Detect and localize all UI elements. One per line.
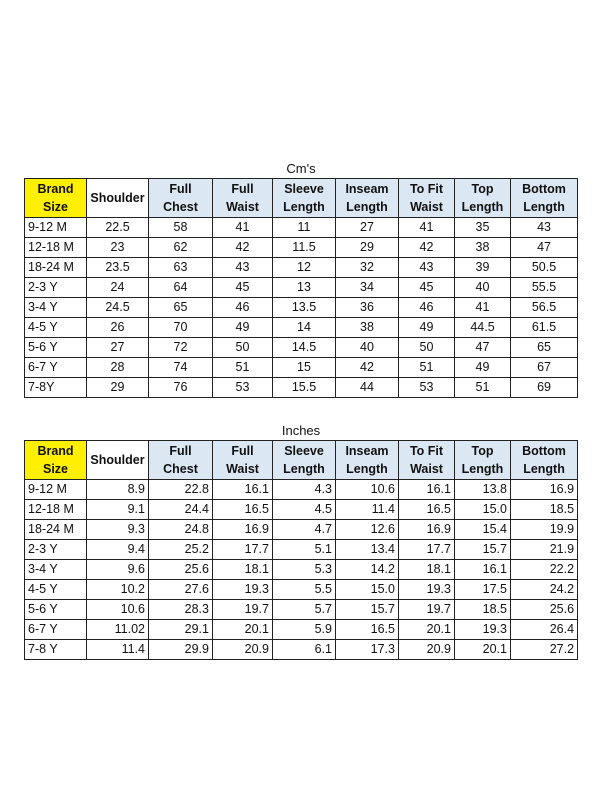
shoulder-cell: 11.4 (87, 640, 149, 660)
inseam-length-cell: 16.5 (336, 620, 399, 640)
bottom-length-cell: 22.2 (511, 560, 578, 580)
header-label-line: To Fit (409, 182, 444, 196)
header-label-line: Chest (163, 200, 198, 214)
table-row (25, 540, 578, 560)
cm-caption-row (25, 160, 578, 179)
full-waist-cell: 42 (213, 238, 273, 258)
full-chest-cell: 76 (149, 378, 213, 398)
header-label-line: Top (471, 444, 494, 458)
size-cell: 6-7 Y (25, 620, 87, 640)
header-full-waist (213, 441, 273, 480)
table-row (25, 620, 578, 640)
header-label-line: Waist (226, 462, 259, 476)
header-label-line: Waist (410, 200, 443, 214)
full-waist-cell: 46 (213, 298, 273, 318)
inseam-length-cell: 11.4 (336, 500, 399, 520)
size-cell: 18-24 M (25, 520, 87, 540)
shoulder-cell: 29 (87, 378, 149, 398)
full-waist-cell: 20.1 (213, 620, 273, 640)
header-label-line: Full (231, 182, 254, 196)
header-to-fit-waist (399, 441, 455, 480)
table-row (25, 238, 578, 258)
sleeve-length-cell: 13 (273, 278, 336, 298)
full-chest-cell: 22.8 (149, 480, 213, 500)
size-chart-sheet (24, 160, 577, 660)
header-top-length (455, 441, 511, 480)
size-cell: 12-18 M (25, 238, 87, 258)
full-waist-cell: 49 (213, 318, 273, 338)
top-length-cell: 18.5 (455, 600, 511, 620)
header-label-line: Brand (37, 182, 74, 196)
sleeve-length-cell: 14 (273, 318, 336, 338)
inseam-length-cell: 29 (336, 238, 399, 258)
shoulder-cell: 28 (87, 358, 149, 378)
inseam-length-cell: 10.6 (336, 480, 399, 500)
header-label-line: Length (346, 200, 388, 214)
to-fit-waist-cell: 42 (399, 238, 455, 258)
sleeve-length-cell: 4.7 (273, 520, 336, 540)
header-label-line: Length (283, 200, 325, 214)
header-full-chest (149, 441, 213, 480)
bottom-length-cell: 43 (511, 218, 578, 238)
size-cell: 7-8Y (25, 378, 87, 398)
size-cell: 2-3 Y (25, 540, 87, 560)
shoulder-cell: 22.5 (87, 218, 149, 238)
inseam-length-cell: 36 (336, 298, 399, 318)
table-row (25, 378, 578, 398)
to-fit-waist-cell: 43 (399, 258, 455, 278)
sleeve-length-cell: 5.3 (273, 560, 336, 580)
header-label-line: Length (523, 462, 565, 476)
to-fit-waist-cell: 17.7 (399, 540, 455, 560)
header-label-line: Length (346, 462, 388, 476)
top-length-cell: 17.5 (455, 580, 511, 600)
size-cell: 4-5 Y (25, 318, 87, 338)
to-fit-waist-cell: 45 (399, 278, 455, 298)
header-full-chest (149, 179, 213, 218)
inseam-length-cell: 15.7 (336, 600, 399, 620)
bottom-length-cell: 56.5 (511, 298, 578, 318)
size-cell: 4-5 Y (25, 580, 87, 600)
to-fit-waist-cell: 19.7 (399, 600, 455, 620)
sleeve-length-cell: 5.5 (273, 580, 336, 600)
shoulder-cell: 24 (87, 278, 149, 298)
full-chest-cell: 70 (149, 318, 213, 338)
header-label-line: Shoulder (90, 453, 145, 467)
bottom-length-cell: 18.5 (511, 500, 578, 520)
header-sleeve-length (273, 179, 336, 218)
to-fit-waist-cell: 51 (399, 358, 455, 378)
full-chest-cell: 62 (149, 238, 213, 258)
to-fit-waist-cell: 41 (399, 218, 455, 238)
full-chest-cell: 27.6 (149, 580, 213, 600)
sleeve-length-cell: 14.5 (273, 338, 336, 358)
header-label-line: Waist (226, 200, 259, 214)
sleeve-length-cell: 5.9 (273, 620, 336, 640)
table-row (25, 500, 578, 520)
header-label-line: Full (231, 444, 254, 458)
top-length-cell: 44.5 (455, 318, 511, 338)
table-row (25, 580, 578, 600)
shoulder-cell: 27 (87, 338, 149, 358)
header-inseam-length (336, 441, 399, 480)
top-length-cell: 15.0 (455, 500, 511, 520)
header-label-line: Size (42, 462, 68, 476)
full-waist-cell: 19.3 (213, 580, 273, 600)
inseam-length-cell: 12.6 (336, 520, 399, 540)
header-brand-size (25, 441, 87, 480)
header-shoulder (87, 179, 149, 218)
shoulder-cell: 8.9 (87, 480, 149, 500)
size-cell: 6-7 Y (25, 358, 87, 378)
full-waist-cell: 43 (213, 258, 273, 278)
sleeve-length-cell: 5.1 (273, 540, 336, 560)
full-waist-cell: 53 (213, 378, 273, 398)
in-caption-row (25, 422, 578, 441)
bottom-length-cell: 61.5 (511, 318, 578, 338)
bottom-length-cell: 21.9 (511, 540, 578, 560)
table-row (25, 640, 578, 660)
top-length-cell: 49 (455, 358, 511, 378)
header-bottom-length (511, 441, 578, 480)
top-length-cell: 19.3 (455, 620, 511, 640)
header-label-line: Length (283, 462, 325, 476)
full-waist-cell: 16.1 (213, 480, 273, 500)
header-inseam-length (336, 179, 399, 218)
to-fit-waist-cell: 19.3 (399, 580, 455, 600)
table-gap (25, 410, 578, 422)
table-row (25, 338, 578, 358)
inseam-length-cell: 42 (336, 358, 399, 378)
header-sleeve-length (273, 441, 336, 480)
full-chest-cell: 58 (149, 218, 213, 238)
bottom-length-cell: 65 (511, 338, 578, 358)
bottom-length-cell: 55.5 (511, 278, 578, 298)
header-label-line: Inseam (345, 444, 389, 458)
table-row (25, 560, 578, 580)
table-row (25, 318, 578, 338)
full-chest-cell: 65 (149, 298, 213, 318)
shoulder-cell: 24.5 (87, 298, 149, 318)
to-fit-waist-cell: 50 (399, 338, 455, 358)
top-length-cell: 16.1 (455, 560, 511, 580)
sleeve-length-cell: 4.3 (273, 480, 336, 500)
top-length-cell: 41 (455, 298, 511, 318)
shoulder-cell: 23 (87, 238, 149, 258)
table-row (25, 278, 578, 298)
full-waist-cell: 17.7 (213, 540, 273, 560)
full-chest-cell: 25.2 (149, 540, 213, 560)
size-cell: 7-8 Y (25, 640, 87, 660)
full-waist-cell: 41 (213, 218, 273, 238)
bottom-length-cell: 69 (511, 378, 578, 398)
sleeve-length-cell: 15 (273, 358, 336, 378)
sleeve-length-cell: 4.5 (273, 500, 336, 520)
header-label-line: Full (169, 182, 192, 196)
shoulder-cell: 23.5 (87, 258, 149, 278)
top-length-cell: 13.8 (455, 480, 511, 500)
header-label-line: Sleeve (284, 182, 324, 196)
full-chest-cell: 29.1 (149, 620, 213, 640)
inseam-length-cell: 38 (336, 318, 399, 338)
to-fit-waist-cell: 20.1 (399, 620, 455, 640)
header-label-line: Inseam (345, 182, 389, 196)
full-chest-cell: 28.3 (149, 600, 213, 620)
shoulder-cell: 26 (87, 318, 149, 338)
in-header-row (25, 441, 578, 480)
empty-row (25, 398, 578, 411)
full-waist-cell: 19.7 (213, 600, 273, 620)
header-top-length (455, 179, 511, 218)
inseam-length-cell: 13.4 (336, 540, 399, 560)
sleeve-length-cell: 6.1 (273, 640, 336, 660)
size-cell: 18-24 M (25, 258, 87, 278)
bottom-length-cell: 26.4 (511, 620, 578, 640)
full-waist-cell: 16.9 (213, 520, 273, 540)
in-table-caption: Inches (281, 423, 321, 438)
inseam-length-cell: 14.2 (336, 560, 399, 580)
top-length-cell: 51 (455, 378, 511, 398)
shoulder-cell: 9.1 (87, 500, 149, 520)
sleeve-length-cell: 15.5 (273, 378, 336, 398)
header-label-line: To Fit (409, 444, 444, 458)
shoulder-cell: 11.02 (87, 620, 149, 640)
inseam-length-cell: 40 (336, 338, 399, 358)
table-row (25, 358, 578, 378)
table-row (25, 480, 578, 500)
bottom-length-cell: 25.6 (511, 600, 578, 620)
top-length-cell: 39 (455, 258, 511, 278)
header-label-line: Length (461, 462, 504, 476)
top-length-cell: 35 (455, 218, 511, 238)
shoulder-cell: 9.4 (87, 540, 149, 560)
full-waist-cell: 18.1 (213, 560, 273, 580)
cm-table-caption: Cm's (286, 161, 316, 176)
sleeve-length-cell: 11.5 (273, 238, 336, 258)
full-chest-cell: 74 (149, 358, 213, 378)
shoulder-cell: 9.6 (87, 560, 149, 580)
size-cell: 2-3 Y (25, 278, 87, 298)
table-row (25, 600, 578, 620)
header-to-fit-waist (399, 179, 455, 218)
bottom-length-cell: 50.5 (511, 258, 578, 278)
full-chest-cell: 29.9 (149, 640, 213, 660)
full-chest-cell: 64 (149, 278, 213, 298)
to-fit-waist-cell: 53 (399, 378, 455, 398)
top-length-cell: 38 (455, 238, 511, 258)
top-length-cell: 40 (455, 278, 511, 298)
full-waist-cell: 16.5 (213, 500, 273, 520)
shoulder-cell: 9.3 (87, 520, 149, 540)
sleeve-length-cell: 11 (273, 218, 336, 238)
bottom-length-cell: 67 (511, 358, 578, 378)
top-length-cell: 47 (455, 338, 511, 358)
table-row (25, 520, 578, 540)
header-label-line: Length (523, 200, 565, 214)
header-shoulder (87, 441, 149, 480)
sleeve-length-cell: 5.7 (273, 600, 336, 620)
to-fit-waist-cell: 46 (399, 298, 455, 318)
header-label-line: Brand (37, 444, 74, 458)
full-chest-cell: 25.6 (149, 560, 213, 580)
header-label-line: Sleeve (284, 444, 324, 458)
inseam-length-cell: 44 (336, 378, 399, 398)
full-chest-cell: 24.8 (149, 520, 213, 540)
to-fit-waist-cell: 16.5 (399, 500, 455, 520)
full-waist-cell: 50 (213, 338, 273, 358)
table-row (25, 298, 578, 318)
size-cell: 12-18 M (25, 500, 87, 520)
inseam-length-cell: 27 (336, 218, 399, 238)
sleeve-length-cell: 13.5 (273, 298, 336, 318)
full-chest-cell: 63 (149, 258, 213, 278)
inseam-length-cell: 17.3 (336, 640, 399, 660)
header-label-line: Bottom (522, 444, 566, 458)
to-fit-waist-cell: 16.9 (399, 520, 455, 540)
cm-header-row (25, 179, 578, 218)
inseam-length-cell: 15.0 (336, 580, 399, 600)
size-cell: 9-12 M (25, 218, 87, 238)
to-fit-waist-cell: 20.9 (399, 640, 455, 660)
header-label-line: Waist (410, 462, 443, 476)
shoulder-cell: 10.6 (87, 600, 149, 620)
full-waist-cell: 20.9 (213, 640, 273, 660)
bottom-length-cell: 19.9 (511, 520, 578, 540)
top-length-cell: 15.7 (455, 540, 511, 560)
full-waist-cell: 51 (213, 358, 273, 378)
header-brand-size (25, 179, 87, 218)
to-fit-waist-cell: 16.1 (399, 480, 455, 500)
header-label-line: Bottom (522, 182, 566, 196)
inseam-length-cell: 32 (336, 258, 399, 278)
size-cell: 5-6 Y (25, 338, 87, 358)
bottom-length-cell: 16.9 (511, 480, 578, 500)
header-label-line: Shoulder (90, 191, 145, 205)
header-label-line: Top (471, 182, 494, 196)
header-label-line: Chest (163, 462, 198, 476)
full-chest-cell: 24.4 (149, 500, 213, 520)
sleeve-length-cell: 12 (273, 258, 336, 278)
full-waist-cell: 45 (213, 278, 273, 298)
bottom-length-cell: 47 (511, 238, 578, 258)
table-row (25, 218, 578, 238)
bottom-length-cell: 24.2 (511, 580, 578, 600)
header-label-line: Size (42, 200, 68, 214)
header-bottom-length (511, 179, 578, 218)
inseam-length-cell: 34 (336, 278, 399, 298)
header-full-waist (213, 179, 273, 218)
table-row (25, 258, 578, 278)
shoulder-cell: 10.2 (87, 580, 149, 600)
size-cell: 5-6 Y (25, 600, 87, 620)
size-chart-table (24, 160, 578, 660)
size-cell: 9-12 M (25, 480, 87, 500)
header-label-line: Length (461, 200, 504, 214)
bottom-length-cell: 27.2 (511, 640, 578, 660)
header-label-line: Full (169, 444, 192, 458)
top-length-cell: 20.1 (455, 640, 511, 660)
full-chest-cell: 72 (149, 338, 213, 358)
size-cell: 3-4 Y (25, 560, 87, 580)
size-cell: 3-4 Y (25, 298, 87, 318)
to-fit-waist-cell: 18.1 (399, 560, 455, 580)
to-fit-waist-cell: 49 (399, 318, 455, 338)
top-length-cell: 15.4 (455, 520, 511, 540)
